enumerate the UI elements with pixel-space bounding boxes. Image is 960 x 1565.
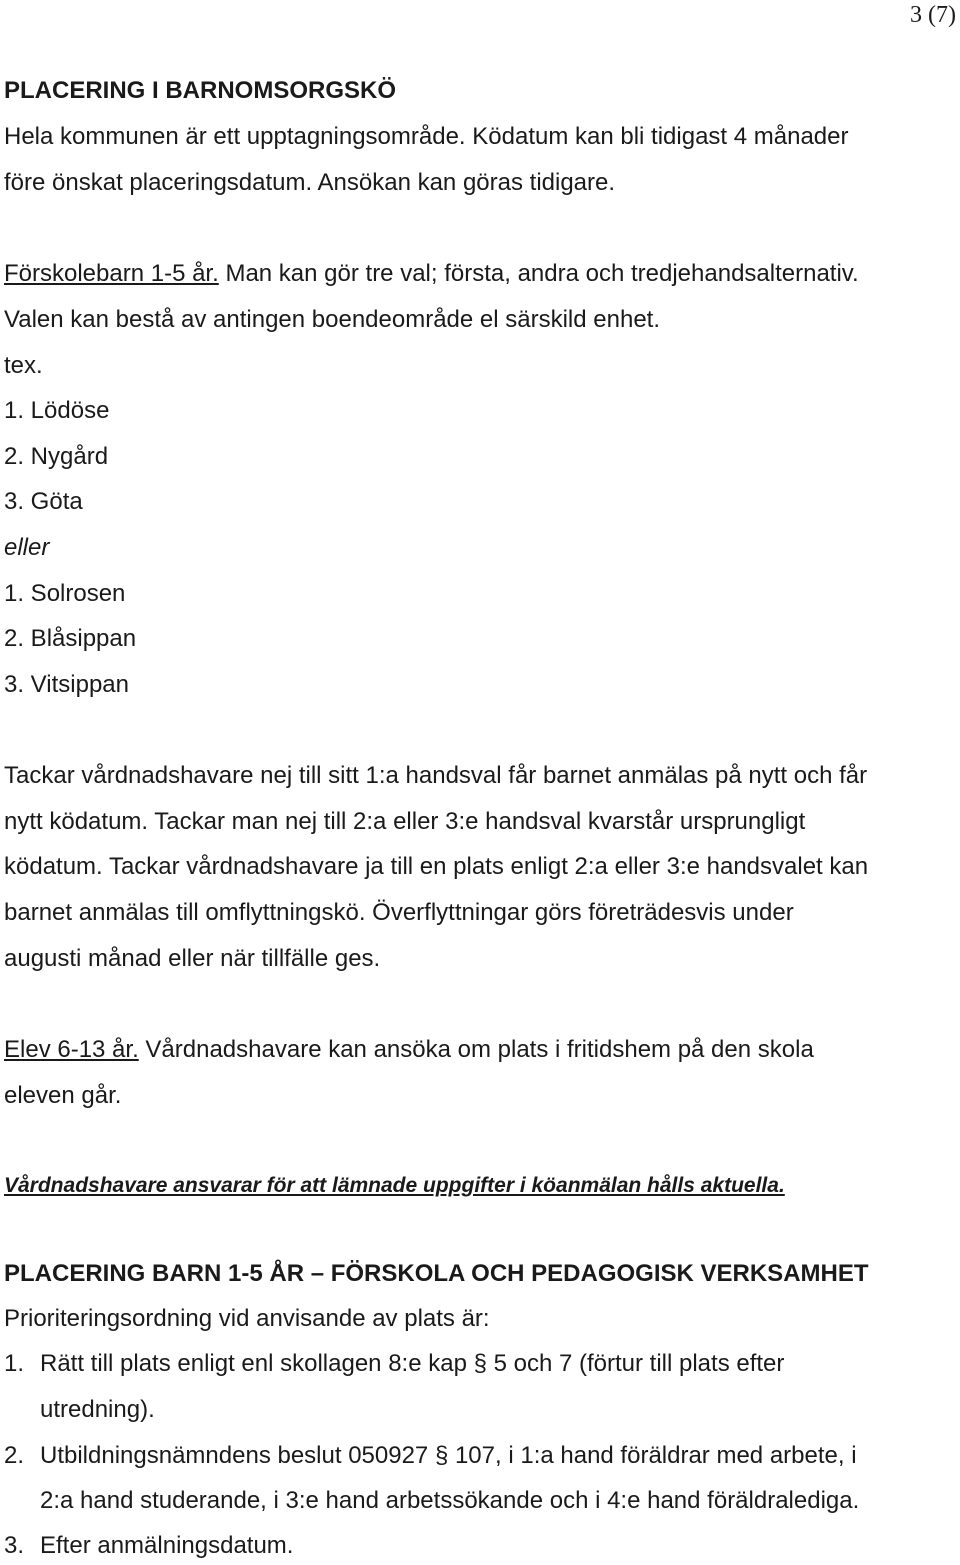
priority-item bbox=[4, 1442, 857, 1470]
notice: Vårdnadshavare ansvarar för att lämnade uppgifter i köanmälan hålls aktuella. bbox=[4, 1174, 785, 1197]
section-heading: PLACERING BARN 1-5 ÅR – FÖRSKOLA OCH PEDAGOGISK VERKSAMHET bbox=[4, 1260, 869, 1287]
list-item: 1. Lödöse bbox=[4, 397, 110, 424]
or-label: eller bbox=[4, 534, 50, 561]
paragraph-line: barnet anmälas till omflyttningskö. Överflyttningar görs företrädesvis under bbox=[4, 899, 794, 926]
elev-paragraph bbox=[4, 1036, 814, 1064]
paragraph-line: Tackar vårdnadshavare nej till sitt 1:a handsval får barnet anmälas på nytt och får bbox=[4, 762, 868, 789]
item-number: 1. bbox=[4, 1350, 25, 1377]
item-number: 2. bbox=[4, 1442, 25, 1469]
item-number: 3. bbox=[4, 1532, 25, 1559]
list-item: 2. Blåsippan bbox=[4, 625, 137, 652]
list-item: 2. Nygård bbox=[4, 443, 109, 470]
item-text: Utbildningsnämndens beslut 050927 § 107, i 1:a hand föräldrar med arbete, i bbox=[40, 1442, 857, 1469]
page-number: 3 (7) bbox=[910, 2, 956, 28]
forskole-text: Man kan gör tre val; första, andra och tredjehandsalternativ. bbox=[218, 260, 859, 287]
paragraph-line: augusti månad eller när tillfälle ges. bbox=[4, 945, 381, 972]
paragraph-line: Prioriteringsordning vid anvisande av plats är: bbox=[4, 1305, 490, 1332]
item-continuation: 2:a hand studerande, i 3:e hand arbetssökande och i 4:e hand föräldralediga. bbox=[40, 1487, 860, 1514]
elev-label: Elev 6-13 år. bbox=[4, 1036, 139, 1063]
item-text: Rätt till plats enligt enl skollagen 8:e kap § 5 och 7 (förtur till plats efter bbox=[40, 1350, 785, 1377]
list-item: 3. Vitsippan bbox=[4, 671, 129, 698]
section-heading: PLACERING I BARNOMSORGSKÖ bbox=[4, 77, 397, 104]
paragraph-line: ködatum. Tackar vårdnadshavare ja till en plats enligt 2:a eller 3:e handsvalet kan bbox=[4, 853, 869, 880]
paragraph-line: eleven går. bbox=[4, 1082, 122, 1109]
paragraph-line: före önskat placeringsdatum. Ansökan kan göras tidigare. bbox=[4, 169, 616, 196]
priority-item bbox=[4, 1350, 784, 1378]
forskole-paragraph bbox=[4, 260, 859, 288]
example-label: tex. bbox=[4, 352, 43, 379]
priority-item bbox=[4, 1532, 293, 1560]
forskole-label: Förskolebarn 1-5 år. bbox=[4, 260, 219, 287]
paragraph-line: nytt ködatum. Tackar man nej till 2:a eller 3:e handsval kvarstår ursprungligt bbox=[4, 808, 806, 835]
item-text: Efter anmälningsdatum. bbox=[40, 1532, 294, 1559]
elev-text: Vårdnadshavare kan ansöka om plats i fritidshem på den skola bbox=[138, 1036, 814, 1063]
list-item: 1. Solrosen bbox=[4, 580, 126, 607]
paragraph-line: Valen kan bestå av antingen boendeområde el särskild enhet. bbox=[4, 306, 661, 333]
item-continuation: utredning). bbox=[40, 1396, 155, 1423]
paragraph-line: Hela kommunen är ett upptagningsområde. Ködatum kan bli tidigast 4 månader bbox=[4, 123, 849, 150]
list-item: 3. Göta bbox=[4, 488, 83, 515]
